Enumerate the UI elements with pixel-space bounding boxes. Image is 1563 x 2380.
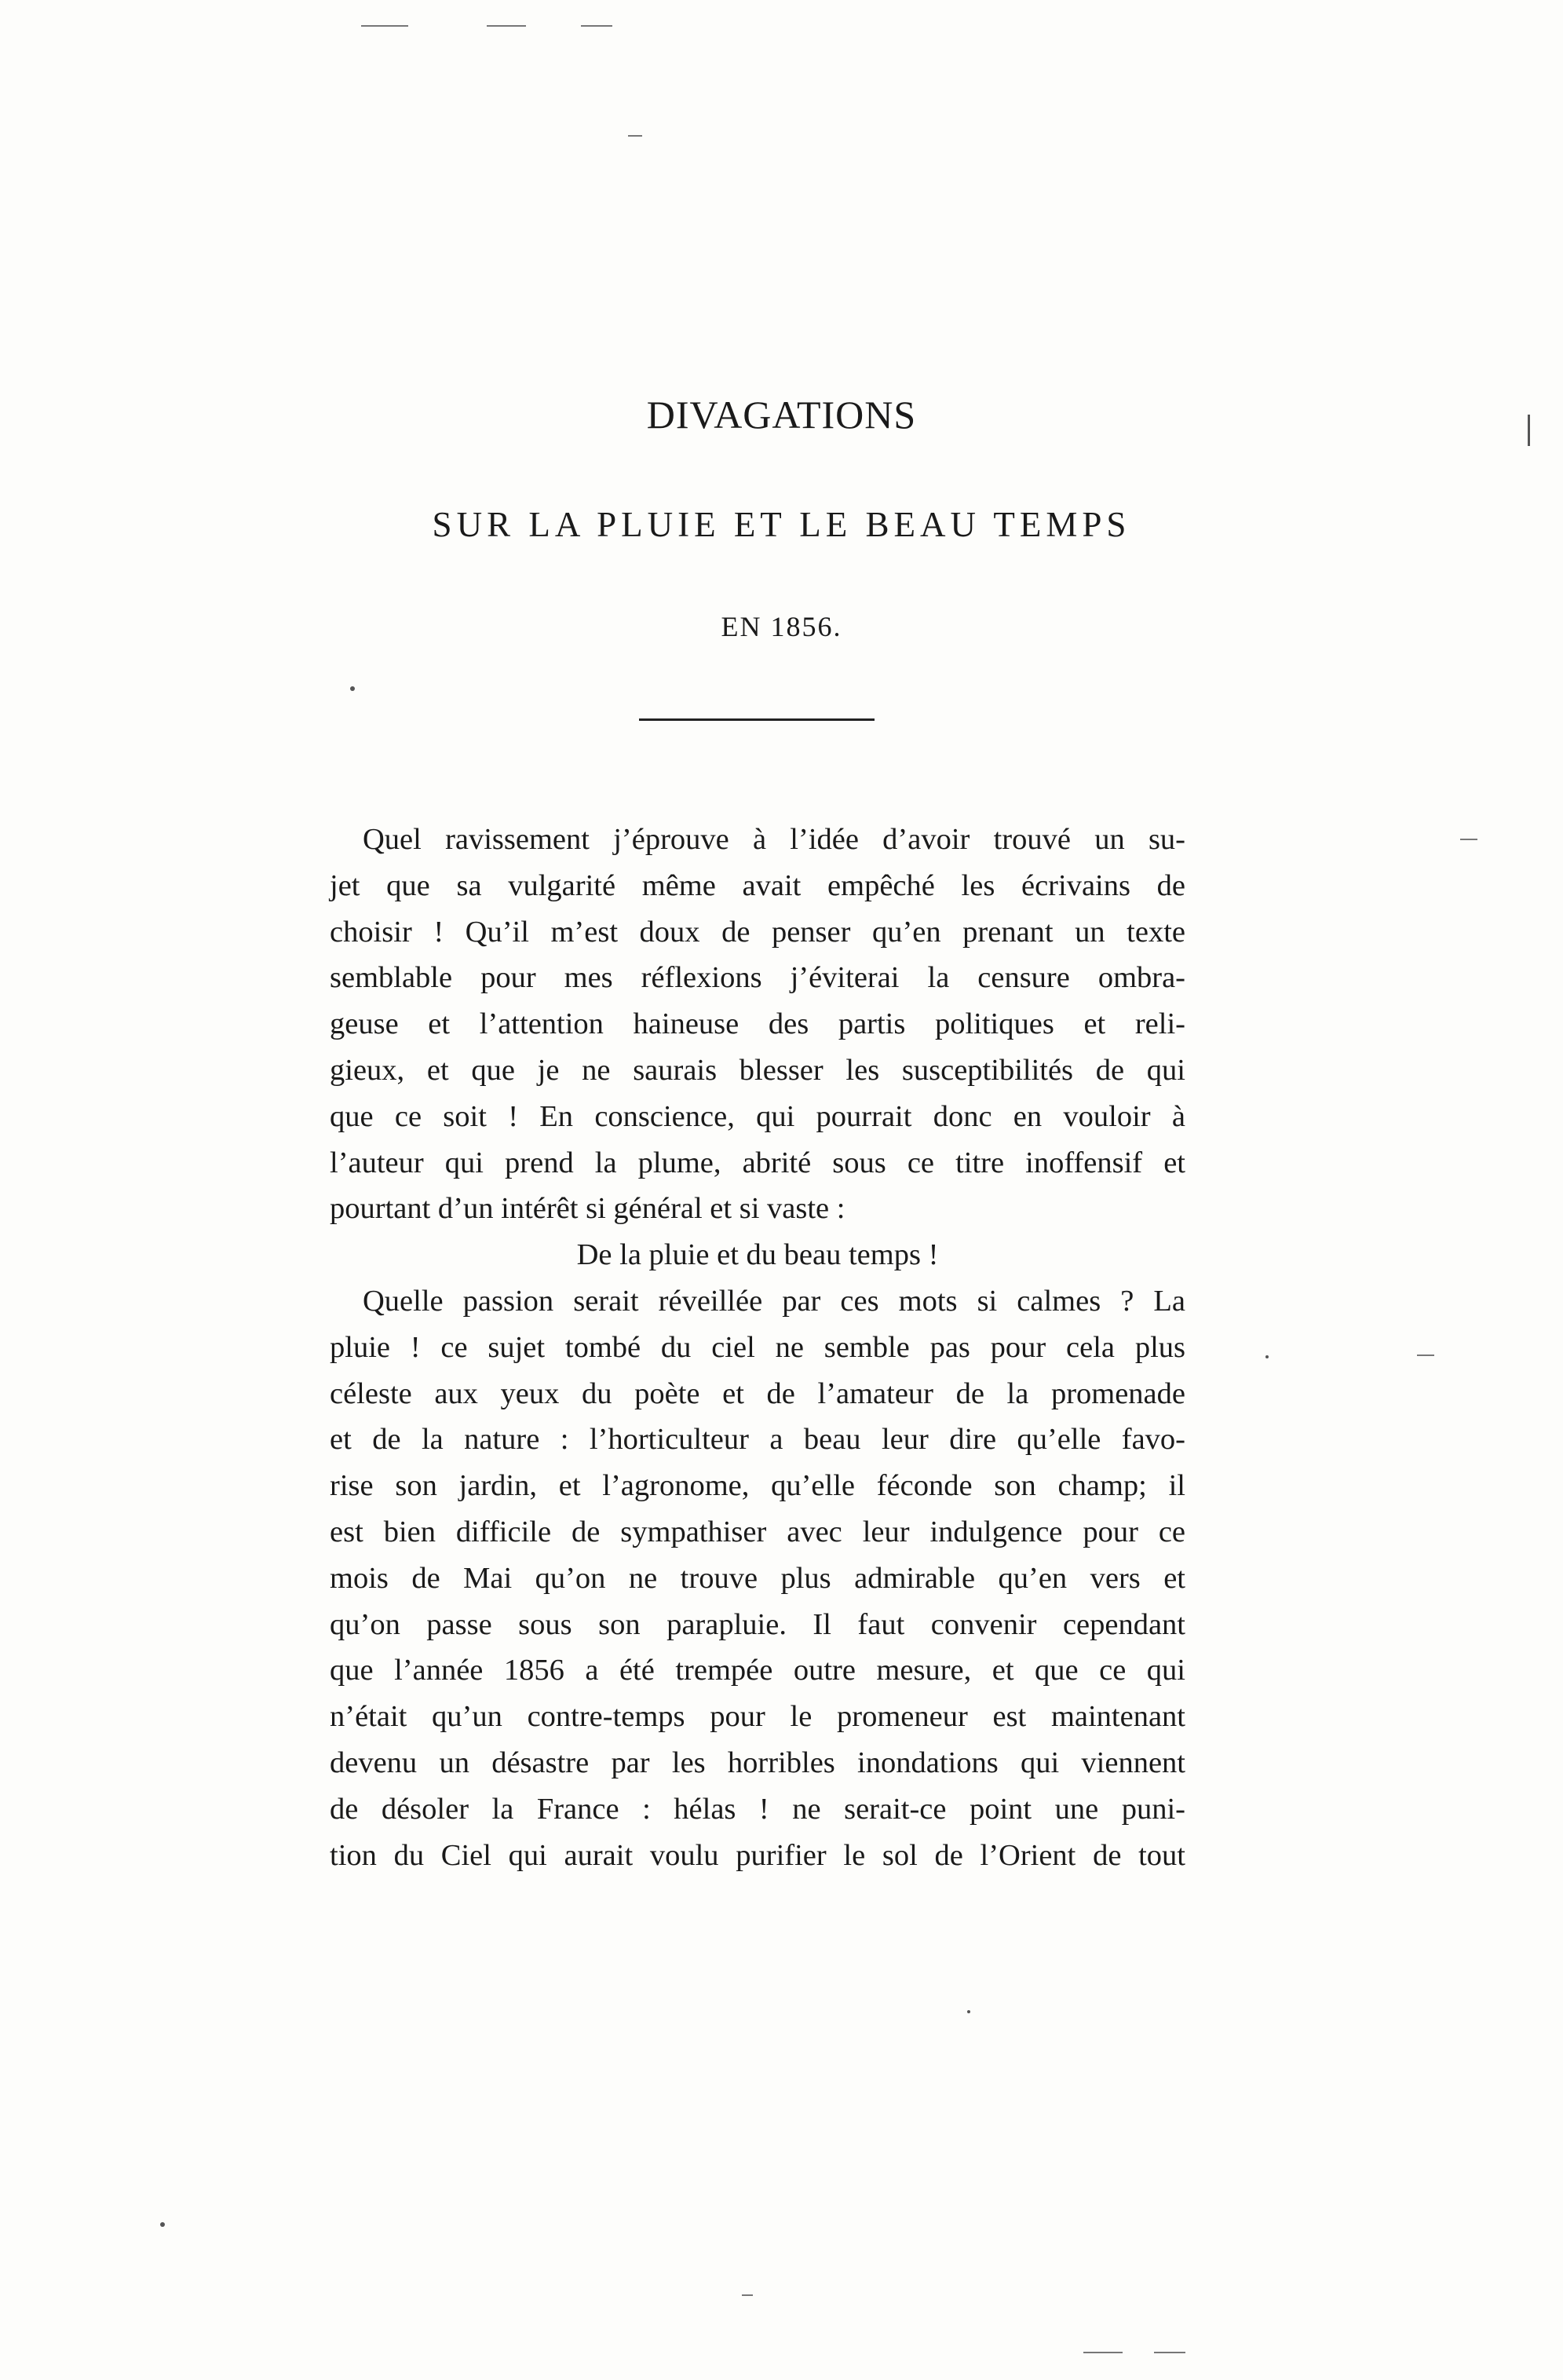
scan-speck <box>350 686 355 691</box>
page-subtitle: SUR LA PLUIE ET LE BEAU TEMPS <box>432 505 1131 544</box>
text-line: gieux, et que je ne saurais blesser les susceptibilités de qui <box>330 1053 1185 1087</box>
scan-mark <box>1154 2352 1185 2353</box>
page-title: DIVAGATIONS <box>646 393 917 437</box>
centered-heading-line: De la pluie et du beau temps ! <box>576 1238 939 1272</box>
scan-mark <box>487 25 526 27</box>
text-line: est bien difficile de sympathiser avec leur indulgence pour ce <box>330 1515 1185 1548</box>
text-line: l’auteur qui prend la plume, abrité sous ce titre inoffensif et <box>330 1146 1185 1179</box>
text-line: mois de Mai qu’on ne trouve plus admirable qu’en vers et <box>330 1561 1185 1595</box>
scan-mark <box>361 25 408 27</box>
text-line: tion du Ciel qui aurait voulu purifier le sol de l’Orient de tout <box>330 1838 1185 1872</box>
text-line: Quel ravissement j’éprouve à l’idée d’avoir trouvé un su- <box>363 823 1185 856</box>
text-line: rise son jardin, et l’agronome, qu’elle féconde son champ; il <box>330 1469 1185 1503</box>
text-line: qu’on passe sous son parapluie. Il faut convenir cependant <box>330 1607 1185 1641</box>
text-line: choisir ! Qu’il m’est doux de penser qu’en prenant un texte <box>330 915 1185 949</box>
text-line: pourtant d’un intérêt si général et si vaste : <box>330 1192 845 1226</box>
scan-mark <box>742 2294 753 2296</box>
scan-mark <box>628 135 642 137</box>
section-divider <box>639 718 875 721</box>
text-line: et de la nature : l’horticulteur a beau leur dire qu’elle favo- <box>330 1423 1185 1457</box>
scan-mark <box>1417 1355 1434 1356</box>
scan-speck <box>1265 1355 1269 1358</box>
scan-speck <box>967 2010 970 2013</box>
text-line: geuse et l’attention haineuse des partis politiques et reli- <box>330 1007 1185 1041</box>
scan-speck <box>160 2222 165 2227</box>
text-line: que l’année 1856 a été trempée outre mesure, et que ce qui <box>330 1654 1185 1687</box>
text-line: n’était qu’un contre-temps pour le promeneur est maintenant <box>330 1700 1185 1734</box>
text-line: pluie ! ce sujet tombé du ciel ne semble pas pour cela plus <box>330 1330 1185 1364</box>
text-line: que ce soit ! En conscience, qui pourrait donc en vouloir à <box>330 1099 1185 1133</box>
text-line: céleste aux yeux du poète et de l’amateur de la promenade <box>330 1376 1185 1410</box>
text-line: devenu un désastre par les horribles inondations qui viennent <box>330 1746 1185 1779</box>
scan-mark <box>1460 839 1477 840</box>
dateline: EN 1856. <box>721 611 842 642</box>
text-line: semblable pour mes réflexions j’éviterai la censure ombra- <box>330 961 1185 995</box>
text-line: Quelle passion serait réveillée par ces mots si calmes ? La <box>363 1284 1185 1318</box>
scan-mark <box>1528 415 1530 446</box>
text-line: de désoler la France : hélas ! ne serait-ce point une puni- <box>330 1792 1185 1826</box>
text-line: jet que sa vulgarité même avait empêché les écrivains de <box>330 868 1185 902</box>
scan-mark <box>1083 2352 1123 2353</box>
scan-mark <box>581 25 612 27</box>
body-text <box>330 817 1185 1878</box>
